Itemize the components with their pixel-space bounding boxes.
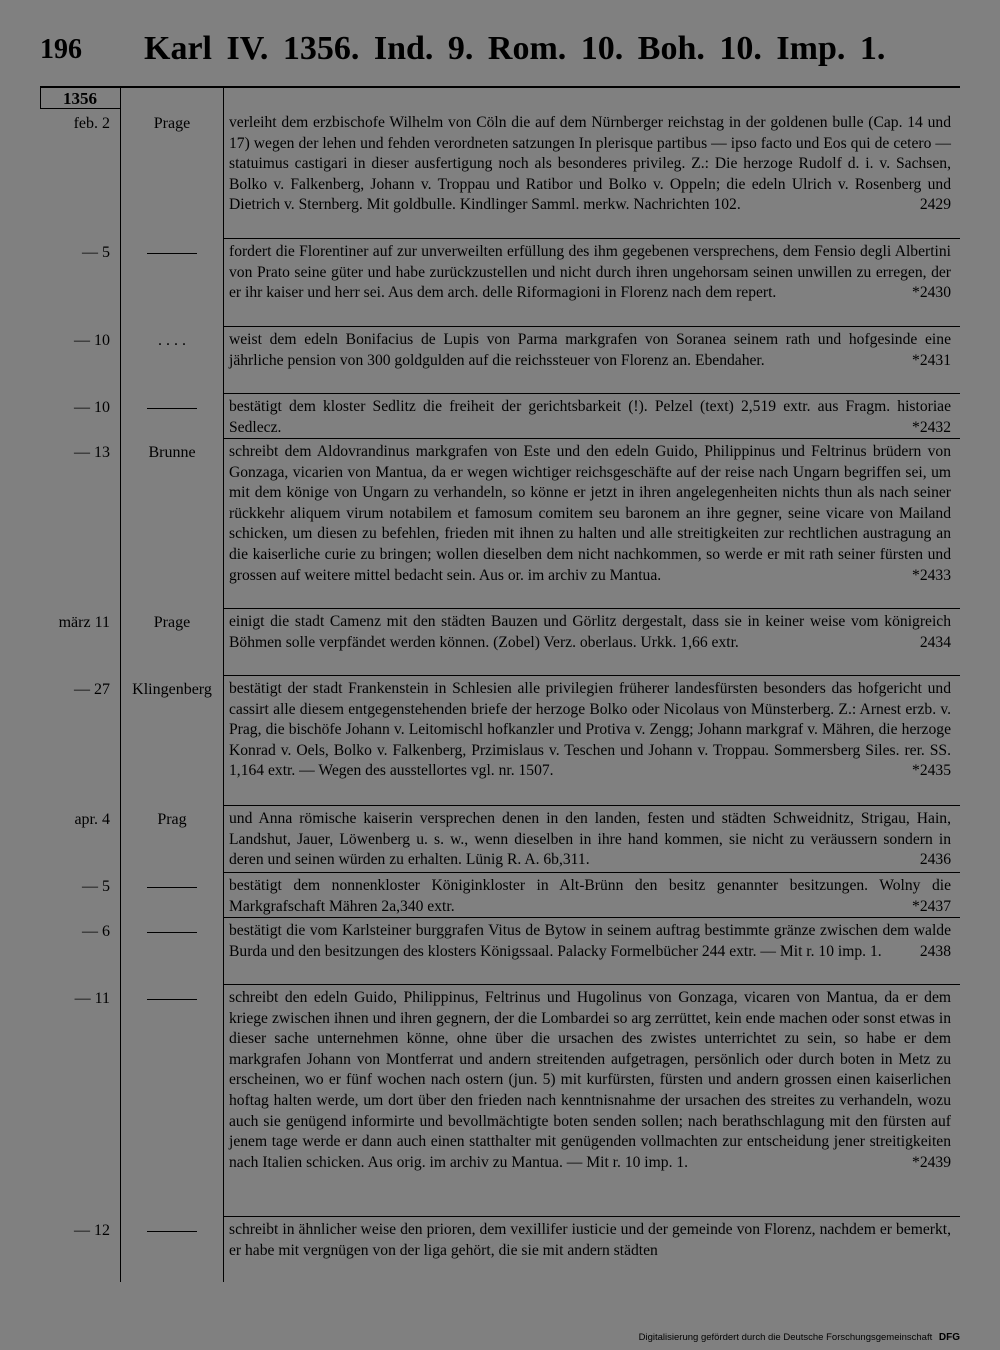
entry-text (229, 612, 951, 653)
entry-date: — 12 (74, 1222, 110, 1239)
digitization-credit (639, 1332, 960, 1343)
entry-number: 2438 (919, 942, 951, 960)
entry-separator (223, 872, 960, 873)
entry-body: verleiht dem erzbischofe Wilhelm von Cöln die auf dem Nürnberger reichstag in der goldenen bulle (Cap. 14 und 17) wegen der lehen und fehden verordneten satzungen In plerisque partibus — ipso facto und Eos qui de cetero — statuimus castigari in dieser ausfertigung noch als besonderes privileg. Z.: Die herzoge Rudolf d. i. v. Sachsen, Bolko v. Falkenberg, Johann v. Troppau und Ratibor und Bolko v. Oppeln; die edeln Ulrich v. Rosenberg und Dietrich v. Sternberg. Mit goldbulle. Kindlinger Samml. merkw. Nachrichten 102. (229, 114, 951, 214)
entry-separator (223, 393, 960, 394)
entry-number: *2439 (912, 1153, 951, 1171)
column-rule-place (223, 86, 224, 1282)
entry-body: schreibt den edeln Guido, Philippinus, Feltrinus und Hugolinus von Gonzaga, vicaren von Mantua, da er dem kriege zwischen ihnen und ihren gegnern, der die Lombardei so arg zerrüttet, kein ende machen oder sonst etwas in dieser sache unternehmen könne, ohne über die ursachen des zwistes unterrichtet zu sein, so habe er dem markgrafen Johann von Montferrat und andern streitenden aufgetragen, persönlich oder durch boten in Metz zu erscheinen, wo er fünf wochen nach ostern (jun. 5) mit kurfürsten, fürsten und andern grossen einen kaiserlichen hoftag halten werde, um dort über den frieden nach kenntnisnahme der ursachen des streites zu verhandeln, wozu auch sie genügend informirte und bevollmächtigte boten senden sollen; nach berathschlagung mit den fürsten auf jenem tage werde er dann auch einen statthalter mit genügenden vollmachten zur entscheidung jener streitigkeiten nach Italien schicken. Aus orig. im archiv zu Mantua. — Mit r. 10 imp. 1. (229, 989, 951, 1171)
entry-separator (223, 805, 960, 806)
entry-place-dash (122, 876, 222, 897)
entry-place-dash (122, 1220, 222, 1241)
column-rule-date (120, 86, 121, 1282)
entry-number: *2432 (912, 418, 951, 436)
entry-number: *2435 (912, 762, 951, 780)
entry-text (229, 442, 951, 586)
entry-text (229, 113, 951, 216)
entry-body: fordert die Florentiner auf zur unverweilten erfüllung des ihm gegebenen versprechens, dem Fensio degli Albertini von Prato seine güter und habe zurückzustellen und nicht durch ihren ungehorsam seinen unwillen zu erregen, der er ihr kaiser und herr sei. Aus dem arch. delle Riformagioni in Florenz nach dem repert. (229, 243, 951, 302)
entry-separator (223, 984, 960, 985)
running-header (40, 30, 960, 80)
entry-place-dash (122, 397, 222, 418)
entry-text (229, 988, 951, 1173)
entry-number: 2436 (919, 851, 951, 869)
entry-text (229, 397, 951, 438)
running-title: Karl IV. 1356. Ind. 9. Rom. 10. Boh. 10. Imp. 1. (144, 30, 886, 67)
entry-date: — 10 (74, 332, 110, 349)
entry-body: bestätigt dem nonnenkloster Königinkloster in Alt-Brünn den besitz genannter besitzungen. Wolny die Markgrafschaft Mähren 2a,340 extr. (229, 877, 951, 915)
entry-text (229, 809, 951, 871)
entry-place: Prage (153, 614, 191, 631)
page-number: 196 (40, 34, 82, 65)
entry-separator (223, 326, 960, 327)
entry-text (229, 876, 951, 917)
entry-place: Prag (157, 811, 187, 828)
dfg-logo: DFG (938, 1332, 960, 1343)
entry-place: Prage (153, 115, 191, 132)
entry-separator (223, 917, 960, 918)
entry-separator (223, 438, 960, 439)
entry-number: *2430 (912, 284, 951, 302)
entry-date: — 10 (74, 399, 110, 416)
entry-number: *2433 (912, 566, 951, 584)
entry-place-dash (122, 988, 222, 1009)
entry-body: schreibt in ähnlicher weise den prioren, dem vexillifer iusticie und der gemeinde von Florenz, nachdem er bemerkt, er habe mit vergnügen von der liga gehört, die sie mit andern städten (229, 1221, 951, 1259)
entry-separator (223, 675, 960, 676)
entry-date: — 13 (74, 444, 110, 461)
entry-body: einigt die stadt Camenz mit den städten Bauzen und Görlitz dergestalt, dass sie in keiner weise vom königreich Böhmen solle verpfändet werden können. (Zobel) Verz. oberlaus. Urkk. 1,66 extr. (229, 613, 951, 651)
entry-place: . . . . (158, 332, 186, 349)
entry-date: feb. 2 (73, 115, 110, 132)
entry-date: apr. 4 (74, 811, 110, 828)
entry-number: *2431 (912, 351, 951, 369)
entry-body: weist dem edeln Bonifacius de Lupis von Parma markgrafen von Soranea seinem rath und hofgesinde eine jährliche pension von 300 goldgulden auf die reichssteuer von Florenz an. Ebendaher. (229, 331, 951, 369)
entry-date: — 27 (74, 681, 110, 698)
entry-number: 2429 (919, 196, 951, 214)
entry-body: bestätigt dem kloster Sedlitz die freiheit der gerichtsbarkeit (!). Pelzel (text) 2,519 extr. aus Fragm. historiae Sedlecz. (229, 398, 951, 436)
entry-separator (223, 608, 960, 609)
entry-number: *2437 (912, 897, 951, 915)
entry-body: bestätigt der stadt Frankenstein in Schlesien alle privilegien früherer landesfürsten besonders das hofgericht und cassirt alle diesem entgegenstehenden briefe der herzoge Bolko oder Nicolaus von Münsterberg. Z.: Arnest erzb. v. Prag, die bischöfe Johann v. Leitomischl hofkanzler und Protiva v. Zengg; Johann markgraf v. Mähren, die herzoge Konrad v. Oels, Bolko v. Falkenberg, Przimislaus v. Teschen und Johann v. Troppau. Sommersberg Siles. rer. SS. 1,164 extr. — Wegen des ausstellortes vgl. nr. 1507. (229, 680, 951, 780)
entry-place-dash (122, 921, 222, 942)
entry-body: und Anna römische kaiserin versprechen denen in den landen, festen und städten Schweidnitz, Strigau, Hain, Landshut, Jauer, Löwenberg u. s. w., wenn dieselben in ihre hand kommen, sie nicht zu veräussern sondern in deren und seinen würden zu erhalten. Lünig R. A. 6b,311. (229, 810, 951, 869)
header-rule-top (40, 86, 960, 88)
entry-text (229, 921, 951, 962)
credit-text: Digitalisierung gefördert durch die Deutsche Forschungsgemeinschaft (638, 1332, 933, 1343)
entry-place: Klingenberg (132, 681, 212, 698)
entry-separator (223, 1216, 960, 1217)
entry-place: Brunne (148, 444, 196, 461)
entry-text (229, 1220, 951, 1261)
entry-date: — 6 (82, 923, 110, 940)
entry-text (229, 330, 951, 371)
entry-date: — 11 (74, 990, 110, 1007)
entry-date: — 5 (82, 244, 110, 261)
entry-body: bestätigt die vom Karlsteiner burggrafen Vitus de Bytow in seinem auftrag bestimmte gränze zwischen dem walde Burda und den besitzungen des klosters Königssaal. Palacky Formelbücher 244 extr. — Mit r. 10 imp. 1. (229, 922, 951, 960)
entry-separator (223, 238, 960, 239)
entry-text (229, 242, 951, 304)
entry-place-dash (122, 242, 222, 263)
entry-date: märz 11 (58, 614, 110, 631)
entry-date: — 5 (82, 878, 110, 895)
entry-text (229, 679, 951, 782)
year-label: 1356 (63, 89, 97, 108)
entry-number: 2434 (919, 633, 951, 651)
entry-body: schreibt dem Aldovrandinus markgrafen von Este und den edeln Guido, Philippinus und Feltrinus brüdern von Gonzaga, vicarien von Mantua, da er wegen wichtiger reichsgeschäfte auf der reise nach Ungarn begriffen sei, um mit dem könige von Ungarn zu verhandeln, so könne er jetzt in ihren angelegenheiten nichts thun als nach seiner rückkehr aliquem virum notabilem et famosum comitem seu baronem an ihre gegner, seine vicare von Mailand schicken, um diesen zu befehlen, frieden mit ihnen zu halten und alle streitigkeiten zur rechtlichen austragung an die kaiserliche curie zu bringen; wollen dieselben dem nicht nachkommen, so werde er mit rath seiner fürsten und grossen auf weitere mittel bedacht sein. Aus or. im archiv zu Mantua. (229, 443, 951, 584)
